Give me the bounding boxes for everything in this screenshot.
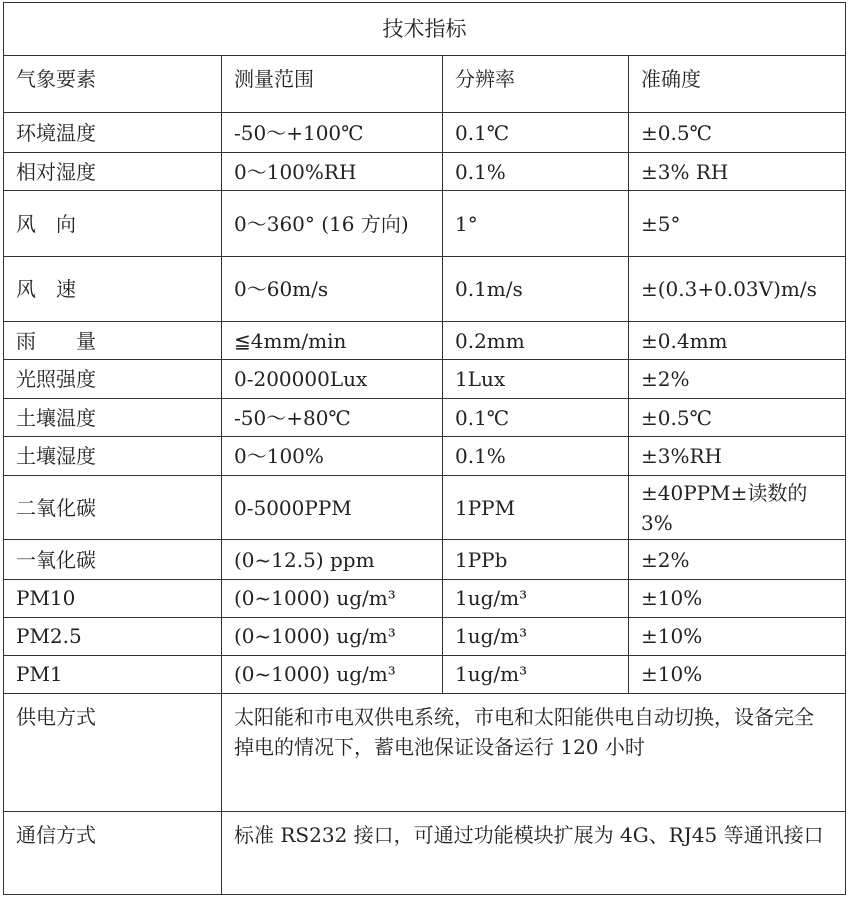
- row-label: 光照强度: [4, 360, 222, 399]
- row-label: 相对湿度: [4, 153, 222, 191]
- range-cell: 0-5000PPM: [222, 476, 443, 540]
- range-cell: (0~1000) ug/m³: [222, 655, 443, 693]
- row-label: 一氧化碳: [4, 540, 222, 579]
- resolution-cell: 0.1%: [443, 437, 629, 476]
- resolution-cell: 1°: [443, 191, 629, 257]
- accuracy-cell: ±3% RH: [629, 153, 846, 191]
- accuracy-cell: ±10%: [629, 655, 846, 693]
- range-cell: 0-200000Lux: [222, 360, 443, 399]
- range-cell: -50～+100℃: [222, 113, 443, 153]
- resolution-cell: 0.1%: [443, 153, 629, 191]
- row-label: 风 向: [4, 191, 222, 257]
- range-cell: -50～+80℃: [222, 399, 443, 437]
- header-cell: 分辨率: [443, 56, 629, 113]
- row-label: PM1: [4, 655, 222, 693]
- table-row: [4, 617, 846, 655]
- table-row: [4, 399, 846, 437]
- resolution-cell: 0.1℃: [443, 399, 629, 437]
- power-row: [4, 693, 846, 811]
- row-label: PM10: [4, 579, 222, 617]
- resolution-cell: 0.2mm: [443, 322, 629, 360]
- header-cell: 气象要素: [4, 56, 222, 113]
- range-cell: ≦4mm/min: [222, 322, 443, 360]
- power-description: 太阳能和市电双供电系统，市电和太阳能供电自动切换，设备完全掉电的情况下，蓄电池保证设备运行 120 小时: [222, 693, 846, 811]
- comm-description: 标准 RS232 接口，可通过功能模块扩展为 4G、RJ45 等通讯接口: [222, 811, 846, 894]
- range-cell: 0～60m/s: [222, 257, 443, 322]
- table-row: [4, 360, 846, 399]
- row-label: 土壤湿度: [4, 437, 222, 476]
- accuracy-cell: ±3%RH: [629, 437, 846, 476]
- table-row: [4, 540, 846, 579]
- accuracy-cell: ±40PPM±读数的3%: [629, 476, 846, 540]
- table-row: [4, 476, 846, 540]
- row-label: 二氧化碳: [4, 476, 222, 540]
- accuracy-cell: ±0.5℃: [629, 113, 846, 153]
- table-row: [4, 437, 846, 476]
- comm-row: [4, 811, 846, 894]
- range-cell: 0～100%: [222, 437, 443, 476]
- header-cell: 测量范围: [222, 56, 443, 113]
- table-row: [4, 191, 846, 257]
- table-row: [4, 153, 846, 191]
- accuracy-cell: ±10%: [629, 617, 846, 655]
- range-cell: (0~1000) ug/m³: [222, 617, 443, 655]
- accuracy-cell: ±2%: [629, 540, 846, 579]
- header-cell: 准确度: [629, 56, 846, 113]
- range-cell: 0～360° (16 方向): [222, 191, 443, 257]
- resolution-cell: 1ug/m³: [443, 579, 629, 617]
- range-cell: (0~1000) ug/m³: [222, 579, 443, 617]
- row-label: PM2.5: [4, 617, 222, 655]
- resolution-cell: 1PPM: [443, 476, 629, 540]
- accuracy-cell: ±0.4mm: [629, 322, 846, 360]
- resolution-cell: 1Lux: [443, 360, 629, 399]
- range-cell: 0～100%RH: [222, 153, 443, 191]
- spec-table: [3, 2, 846, 895]
- row-label: 土壤温度: [4, 399, 222, 437]
- range-cell: (0~12.5) ppm: [222, 540, 443, 579]
- accuracy-cell: ±0.5℃: [629, 399, 846, 437]
- accuracy-cell: ±2%: [629, 360, 846, 399]
- table-row: [4, 655, 846, 693]
- resolution-cell: 0.1℃: [443, 113, 629, 153]
- table-row: [4, 257, 846, 322]
- row-label: 雨 量: [4, 322, 222, 360]
- resolution-cell: 1PPb: [443, 540, 629, 579]
- accuracy-cell: ±10%: [629, 579, 846, 617]
- power-label: 供电方式: [4, 693, 222, 811]
- header-row: [4, 56, 846, 113]
- table-title: 技术指标: [4, 3, 846, 56]
- table-row: [4, 322, 846, 360]
- resolution-cell: 1ug/m³: [443, 617, 629, 655]
- accuracy-cell: ±(0.3+0.03V)m/s: [629, 257, 846, 322]
- row-label: 环境温度: [4, 113, 222, 153]
- row-label: 风 速: [4, 257, 222, 322]
- comm-label: 通信方式: [4, 811, 222, 894]
- resolution-cell: 1ug/m³: [443, 655, 629, 693]
- accuracy-cell: ±5°: [629, 191, 846, 257]
- table-row: [4, 113, 846, 153]
- table-row: [4, 579, 846, 617]
- resolution-cell: 0.1m/s: [443, 257, 629, 322]
